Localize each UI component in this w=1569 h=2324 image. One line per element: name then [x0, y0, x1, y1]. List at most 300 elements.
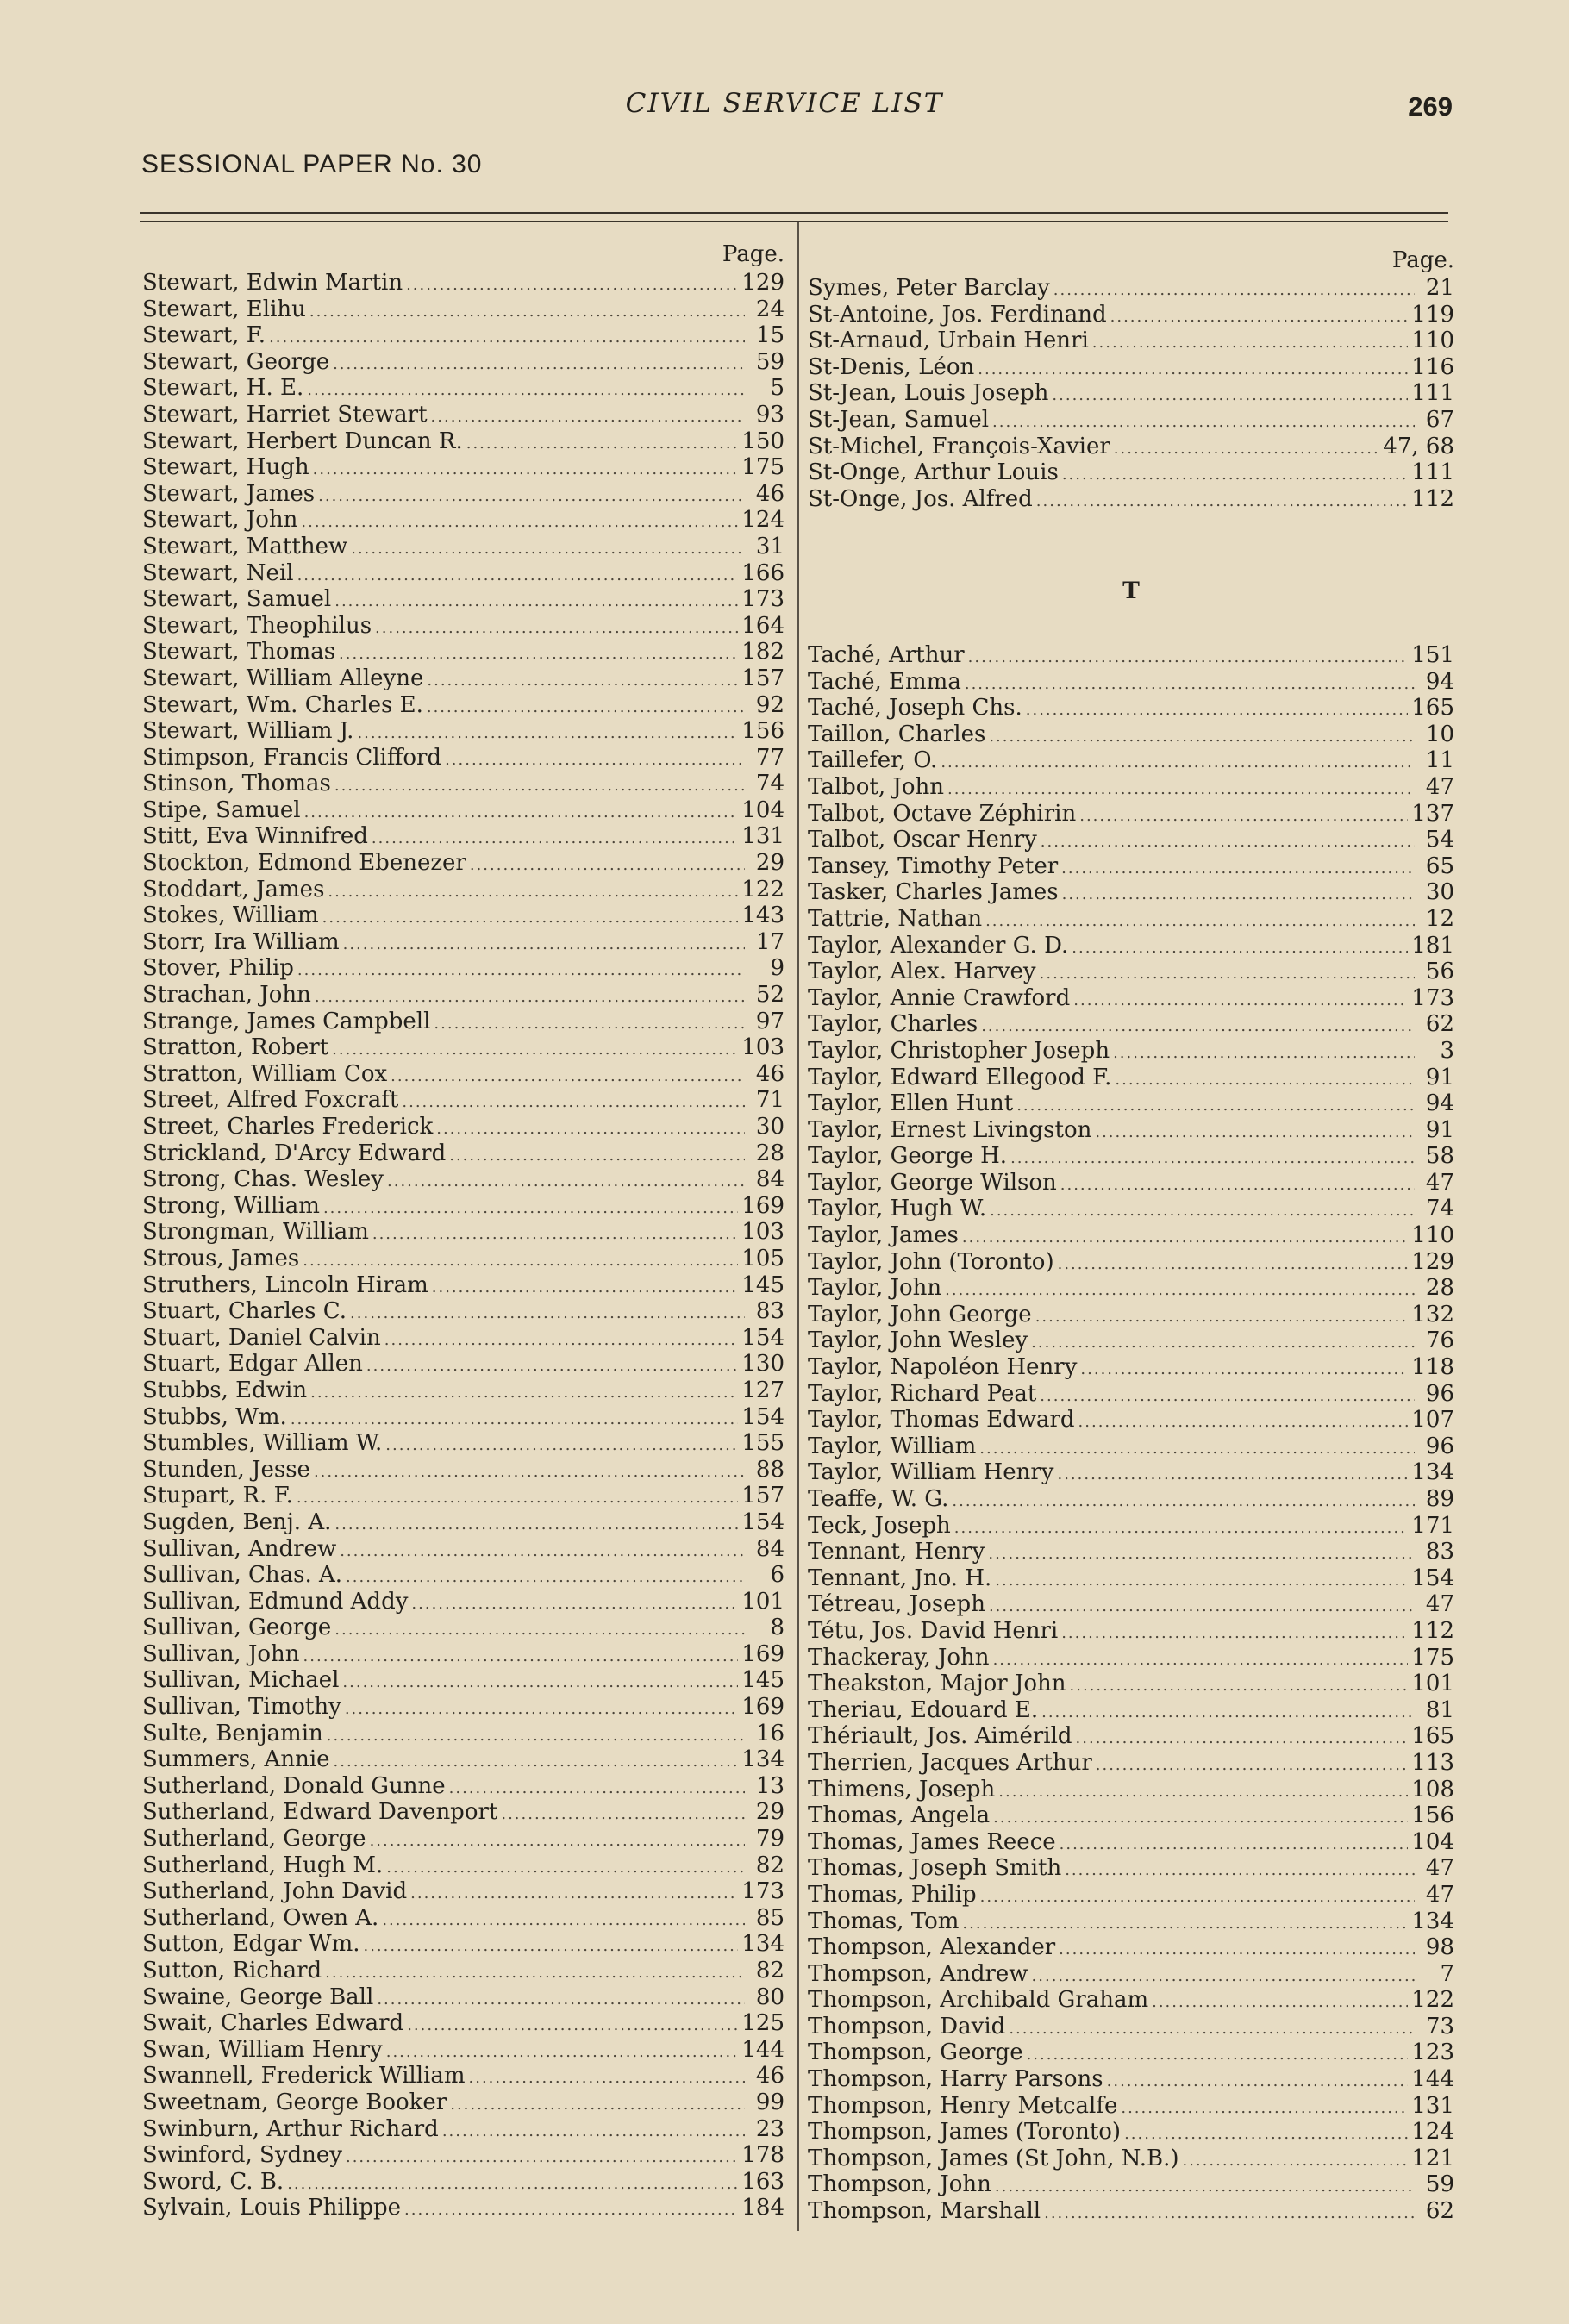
entry-page-number: 157 — [741, 665, 784, 691]
entry-name: Taylor, Annie Crawford — [808, 984, 1071, 1011]
entry-name: Swannell, Frederick William — [142, 2063, 466, 2090]
entry-page-number: 59 — [1425, 2171, 1454, 2198]
list-item — [142, 1852, 784, 1879]
entry-page-number: 88 — [755, 1456, 784, 1483]
entry-page-number: 145 — [741, 1667, 784, 1694]
entry-page-number: 7 — [1440, 1960, 1454, 1987]
list-item — [808, 1697, 1454, 1724]
entry-page-number: 164 — [741, 612, 784, 639]
entry-page-number: 110 — [1411, 328, 1454, 354]
list-item — [808, 275, 1454, 302]
entry-page-number: 82 — [755, 1852, 784, 1878]
list-item — [142, 1219, 784, 1246]
entry-page-number: 91 — [1425, 1064, 1454, 1090]
list-item — [808, 1961, 1454, 1988]
list-item — [808, 879, 1454, 906]
list-item — [142, 1746, 784, 1773]
entry-page-number: 130 — [741, 1351, 784, 1378]
entry-name: Taylor, Alex. Harvey — [808, 959, 1036, 985]
list-item — [142, 560, 784, 587]
dot-leader — [345, 1696, 739, 1723]
entry-name: Talbot, Octave Zéphirin — [808, 800, 1077, 827]
dot-leader — [1121, 2096, 1408, 2122]
list-item — [142, 2090, 784, 2116]
dot-leader — [1010, 1146, 1415, 1172]
entry-name: Stewart, H. E. — [142, 375, 304, 402]
entry-page-number: 137 — [1411, 800, 1454, 827]
entry-page-number: 74 — [1425, 1196, 1454, 1222]
entry-page-number: 29 — [755, 1799, 784, 1826]
entry-page-number: 101 — [741, 1588, 784, 1615]
list-item — [808, 354, 1454, 381]
dot-leader — [1095, 1120, 1415, 1146]
dot-leader — [327, 1723, 745, 1750]
entry-name: Stubbs, Wm. — [142, 1403, 287, 1430]
entry-page-number: 6 — [770, 1562, 784, 1589]
entry-name: Stewart, William Alleyne — [142, 665, 424, 691]
dot-leader — [1076, 1726, 1409, 1752]
entry-name: Storr, Ira William — [142, 928, 340, 955]
dot-leader — [995, 2174, 1415, 2201]
list-item — [142, 534, 784, 560]
dot-leader — [442, 2119, 745, 2146]
list-item — [142, 1009, 784, 1035]
list-item — [808, 302, 1454, 328]
dot-leader — [387, 1169, 745, 1196]
entry-page-number: 31 — [755, 533, 784, 559]
entry-name: Stewart, John — [142, 507, 298, 534]
section-letter-heading: T — [1122, 576, 1140, 604]
list-item — [142, 1404, 784, 1431]
entry-name: Sweetnam, George Booker — [142, 2089, 447, 2115]
dot-leader — [406, 272, 738, 299]
entry-page-number: 8 — [770, 1615, 784, 1641]
list-item — [808, 1117, 1454, 1144]
entry-name: Tasker, Charles James — [808, 879, 1059, 906]
list-item — [142, 903, 784, 929]
entry-name: Swait, Charles Edward — [142, 2010, 404, 2037]
list-item — [142, 2142, 784, 2169]
dot-leader — [1026, 697, 1409, 724]
entry-page-number: 112 — [1411, 485, 1454, 512]
list-item — [142, 665, 784, 692]
dot-leader — [993, 1647, 1409, 1674]
entry-name: Sullivan, Andrew — [142, 1535, 337, 1562]
dot-leader — [952, 1489, 1415, 1515]
entry-name: Street, Charles Frederick — [142, 1114, 434, 1140]
dot-leader — [301, 509, 738, 536]
entry-page-number: 163 — [741, 2168, 784, 2195]
list-item — [808, 1565, 1454, 1592]
dot-leader — [410, 1881, 738, 1908]
dot-leader — [366, 1353, 738, 1380]
entry-page-number: 157 — [741, 1483, 784, 1509]
entry-name: St-Onge, Arthur Louis — [808, 459, 1059, 486]
entry-name: Stewart, Neil — [142, 559, 294, 586]
entry-name: Stumbles, William W. — [142, 1430, 383, 1457]
entry-page-number: 112 — [1411, 1617, 1454, 1644]
entry-page-number: 84 — [755, 1166, 784, 1193]
dot-leader — [1044, 2201, 1415, 2227]
entry-name: Sullivan, John — [142, 1640, 300, 1667]
entry-name: Taché, Arthur — [808, 642, 965, 668]
list-item — [142, 1615, 784, 1641]
entry-page-number: 111 — [1411, 459, 1454, 486]
entry-name: Stewart, William J. — [142, 718, 354, 745]
dot-leader — [1052, 383, 1408, 409]
list-item — [808, 1802, 1454, 1829]
list-item — [142, 322, 784, 349]
list-item — [142, 1826, 784, 1852]
entry-page-number: 71 — [755, 1087, 784, 1114]
dot-leader — [334, 1512, 738, 1539]
entry-name: Teaffe, W. G. — [808, 1486, 949, 1512]
entry-name: Tansey, Timothy Peter — [808, 853, 1059, 879]
list-item — [808, 853, 1454, 880]
entry-page-number: 46 — [755, 1060, 784, 1087]
list-item — [142, 1667, 784, 1694]
entry-name: Taylor, Ellen Hunt — [808, 1090, 1014, 1117]
entry-page-number: 91 — [1425, 1116, 1454, 1143]
entry-name: Stewart, Elihu — [142, 296, 306, 322]
entry-page-number: 65 — [1425, 853, 1454, 879]
list-item — [808, 328, 1454, 354]
entry-page-number: 103 — [741, 1034, 784, 1061]
dot-leader — [985, 909, 1415, 935]
entry-page-number: 173 — [741, 586, 784, 613]
dot-leader — [945, 1278, 1415, 1304]
list-item — [808, 985, 1454, 1012]
entry-name: Stewart, James — [142, 480, 316, 507]
entry-page-number: 122 — [741, 876, 784, 903]
entry-page-number: 17 — [755, 928, 784, 955]
list-item — [808, 2146, 1454, 2172]
list-item — [142, 1193, 784, 1220]
list-item — [142, 1905, 784, 1932]
entry-page-number: 173 — [741, 1878, 784, 1905]
entry-name: St-Onge, Jos. Alfred — [808, 485, 1033, 512]
entry-page-number: 131 — [741, 823, 784, 850]
entry-name: Taylor, William — [808, 1433, 977, 1459]
list-item — [808, 959, 1454, 985]
entry-page-number: 119 — [1411, 301, 1454, 328]
entry-name: Taylor, George Wilson — [808, 1169, 1057, 1196]
list-item — [808, 1222, 1454, 1249]
list-item — [142, 1298, 784, 1325]
entry-name: Strongman, William — [142, 1219, 369, 1246]
entry-page-number: 175 — [741, 454, 784, 481]
dot-leader — [1061, 1621, 1408, 1647]
dot-leader — [1027, 2042, 1409, 2069]
dot-leader — [990, 1198, 1415, 1225]
list-item — [808, 1407, 1454, 1434]
dot-leader — [1040, 1384, 1415, 1410]
entry-page-number: 94 — [1425, 668, 1454, 695]
entry-page-number: 30 — [755, 1114, 784, 1140]
dot-leader — [363, 1934, 738, 1960]
dot-leader — [382, 1908, 745, 1934]
entry-page-number: 101 — [1411, 1671, 1454, 1697]
list-item — [142, 375, 784, 402]
entry-page-number: 28 — [1425, 1275, 1454, 1302]
dot-leader — [989, 724, 1415, 751]
entry-name: Swinburn, Arthur Richard — [142, 2115, 439, 2142]
dot-leader — [1040, 961, 1415, 988]
list-item — [142, 639, 784, 665]
entry-name: Sutton, Richard — [142, 1958, 322, 1984]
entry-page-number: 97 — [755, 1008, 784, 1034]
list-item — [808, 1671, 1454, 1697]
entry-page-number: 99 — [755, 2089, 784, 2115]
list-item — [808, 2093, 1454, 2120]
entry-page-number: 62 — [1425, 2198, 1454, 2225]
entry-name: St-Antoine, Jos. Ferdinand — [808, 301, 1107, 328]
entry-page-number: 151 — [1411, 642, 1454, 668]
entry-name: Tennant, Jno. H. — [808, 1565, 992, 1591]
entry-page-number: 47 — [1425, 773, 1454, 800]
list-item — [808, 1143, 1454, 1170]
entry-name: Stunden, Jesse — [142, 1456, 310, 1483]
entry-page-number: 46 — [755, 2063, 784, 2090]
dot-leader — [287, 2171, 738, 2198]
list-item — [142, 823, 784, 850]
entry-name: Thompson, Henry Metcalfe — [808, 2092, 1118, 2119]
entry-name: St-Denis, Léon — [808, 353, 975, 380]
entry-page-number: 150 — [741, 428, 784, 454]
entry-page-number: 12 — [1425, 905, 1454, 932]
dot-leader — [1062, 462, 1409, 489]
dot-leader — [334, 589, 738, 615]
list-item — [142, 1378, 784, 1404]
dot-leader — [992, 409, 1415, 436]
entry-page-number: 56 — [1425, 959, 1454, 985]
entry-name: Thompson, Harry Parsons — [808, 2066, 1103, 2093]
entry-page-number: 165 — [1411, 1723, 1454, 1750]
entry-name: Stewart, George — [142, 348, 330, 375]
entry-name: Stewart, Samuel — [142, 586, 332, 613]
entry-page-number: 77 — [755, 744, 784, 771]
entry-page-number: 92 — [755, 691, 784, 718]
entry-page-number: 156 — [741, 718, 784, 745]
list-item — [808, 1328, 1454, 1354]
dot-leader — [1009, 2016, 1415, 2043]
dot-leader — [1058, 1252, 1409, 1278]
entry-page-number: 96 — [1425, 1433, 1454, 1459]
list-item — [142, 2010, 784, 2037]
page-number: 269 — [1408, 91, 1453, 122]
entry-name: Sylvain, Louis Philippe — [142, 2195, 402, 2221]
dot-leader — [431, 404, 745, 431]
entry-page-number: 16 — [755, 1720, 784, 1746]
list-item — [808, 2171, 1454, 2198]
entry-name: Sullivan, Timothy — [142, 1694, 341, 1721]
entry-page-number: 28 — [755, 1140, 784, 1166]
entry-name: Taylor, Edward Ellegood F. — [808, 1064, 1112, 1090]
list-item — [808, 2014, 1454, 2040]
dot-leader — [343, 932, 745, 959]
list-item — [142, 1721, 784, 1747]
dot-leader — [998, 1779, 1408, 1806]
entry-page-number: 184 — [741, 2195, 784, 2221]
list-item — [808, 1196, 1454, 1222]
entry-page-number: 47, 68 — [1383, 433, 1454, 459]
entry-name: Sullivan, Chas. A. — [142, 1562, 343, 1589]
dot-leader — [297, 1485, 738, 1512]
entry-page-number: 13 — [755, 1772, 784, 1799]
dot-leader — [434, 1011, 745, 1038]
name-list — [808, 275, 1454, 512]
entry-name: Taylor, Christopher Joseph — [808, 1037, 1110, 1064]
dot-leader — [346, 2145, 738, 2171]
entry-page-number: 96 — [1425, 1380, 1454, 1407]
dot-leader — [941, 750, 1415, 777]
dot-leader — [370, 1828, 745, 1855]
entry-name: Sullivan, Michael — [142, 1667, 340, 1694]
list-item — [808, 906, 1454, 933]
entry-page-number: 111 — [1411, 380, 1454, 407]
dot-leader — [328, 879, 738, 906]
dot-leader — [1110, 304, 1409, 331]
dot-leader — [1115, 1067, 1415, 1094]
dot-leader — [386, 2040, 739, 2066]
entry-name: Talbot, John — [808, 773, 944, 800]
list-item — [142, 1958, 784, 1984]
list-item — [142, 2116, 784, 2143]
entry-page-number: 83 — [755, 1298, 784, 1325]
entry-page-number: 21 — [1425, 275, 1454, 301]
list-item — [808, 933, 1454, 959]
dot-leader — [1107, 2069, 1409, 2096]
dot-leader — [470, 853, 745, 879]
dot-leader — [1036, 489, 1409, 515]
dot-leader — [407, 2013, 738, 2040]
list-item — [142, 1457, 784, 1484]
list-item — [142, 454, 784, 481]
dot-leader — [449, 1143, 745, 1170]
list-item — [142, 1562, 784, 1589]
dot-leader — [404, 2197, 738, 2224]
entry-name: Theakston, Major John — [808, 1671, 1066, 1697]
entry-name: Taylor, Ernest Livingston — [808, 1116, 1092, 1143]
entry-page-number: 121 — [1411, 2145, 1454, 2171]
dot-leader — [954, 1515, 1409, 1542]
list-item — [808, 486, 1454, 513]
list-item — [808, 380, 1454, 407]
entry-page-number: 173 — [1411, 984, 1454, 1011]
list-item — [808, 695, 1454, 722]
entry-page-number: 105 — [741, 1245, 784, 1271]
dot-leader — [449, 1776, 745, 1802]
dot-leader — [978, 357, 1408, 384]
entry-name: Thompson, Archibald Graham — [808, 1987, 1149, 2014]
dot-leader — [1035, 1304, 1409, 1331]
entry-name: Sugden, Benj. A. — [142, 1509, 332, 1535]
entry-page-number: 52 — [755, 982, 784, 1009]
entry-page-number: 125 — [741, 2010, 784, 2037]
list-item — [142, 850, 784, 877]
dot-leader — [989, 1594, 1415, 1621]
list-item — [142, 1246, 784, 1272]
list-item — [142, 349, 784, 376]
name-list — [808, 642, 1454, 2225]
list-item — [142, 1114, 784, 1140]
list-item — [142, 1509, 784, 1536]
name-list — [142, 270, 784, 2221]
entry-name: Taylor, George H. — [808, 1143, 1008, 1170]
list-item — [808, 1381, 1454, 1408]
dot-leader — [334, 1749, 739, 1776]
entry-name: Sword, C. B. — [142, 2168, 284, 2195]
dot-leader — [314, 1459, 745, 1486]
entry-name: Stewart, Thomas — [142, 639, 336, 665]
entry-name: Stewart, Theophilus — [142, 612, 372, 639]
dot-leader — [303, 1248, 738, 1275]
list-item — [142, 929, 784, 956]
entry-name: St-Michel, François-Xavier — [808, 433, 1110, 459]
entry-page-number: 122 — [1411, 1987, 1454, 2014]
entry-name: Strous, James — [142, 1245, 300, 1271]
list-item — [808, 722, 1454, 748]
entry-name: Taylor, Charles — [808, 1011, 978, 1038]
dot-leader — [1032, 1964, 1415, 1990]
entry-name: Stipe, Samuel — [142, 797, 301, 823]
dot-leader — [1065, 1858, 1415, 1884]
entry-name: Taylor, John George — [808, 1301, 1032, 1328]
dot-leader — [346, 1565, 745, 1591]
entry-page-number: 169 — [741, 1640, 784, 1667]
list-item — [142, 982, 784, 1009]
column-divider — [797, 222, 799, 2231]
dot-leader — [322, 905, 739, 932]
entry-page-number: 127 — [741, 1377, 784, 1403]
dot-leader — [385, 1433, 738, 1459]
entry-page-number: 5 — [770, 375, 784, 402]
entry-page-number: 79 — [755, 1826, 784, 1852]
entry-name: Sutherland, George — [142, 1826, 366, 1852]
entry-name: Strong, William — [142, 1192, 320, 1219]
list-item — [808, 1855, 1454, 1882]
entry-page-number: 93 — [755, 401, 784, 428]
dot-leader — [1114, 436, 1380, 463]
entry-page-number: 67 — [1425, 406, 1454, 433]
dot-leader — [981, 1014, 1415, 1040]
entry-page-number: 134 — [741, 1746, 784, 1773]
list-item — [808, 1302, 1454, 1328]
list-item — [808, 827, 1454, 853]
entry-name: Thackeray, John — [808, 1644, 990, 1671]
dot-leader — [340, 1539, 745, 1565]
entry-name: Tattrie, Nathan — [808, 905, 983, 932]
list-item — [808, 1909, 1454, 1935]
list-item — [142, 1087, 784, 1114]
dot-leader — [947, 777, 1415, 803]
list-item — [808, 669, 1454, 696]
dot-leader — [334, 773, 745, 800]
dot-leader — [1041, 829, 1415, 856]
dot-leader — [1060, 1172, 1415, 1199]
dot-leader — [310, 1380, 738, 1407]
entry-name: Taillon, Charles — [808, 721, 986, 747]
entry-name: Sullivan, George — [142, 1615, 332, 1641]
entry-page-number: 145 — [741, 1271, 784, 1298]
entry-name: Tétu, Jos. David Henri — [808, 1617, 1059, 1644]
dot-leader — [995, 1568, 1408, 1595]
dot-leader — [351, 536, 745, 563]
sessional-paper-label: SESSIONAL PAPER No. 30 — [141, 150, 483, 178]
entry-name: Thompson, Marshall — [808, 2198, 1041, 2225]
entry-name: Thomas, Philip — [808, 1881, 977, 1908]
dot-leader — [1053, 278, 1415, 304]
